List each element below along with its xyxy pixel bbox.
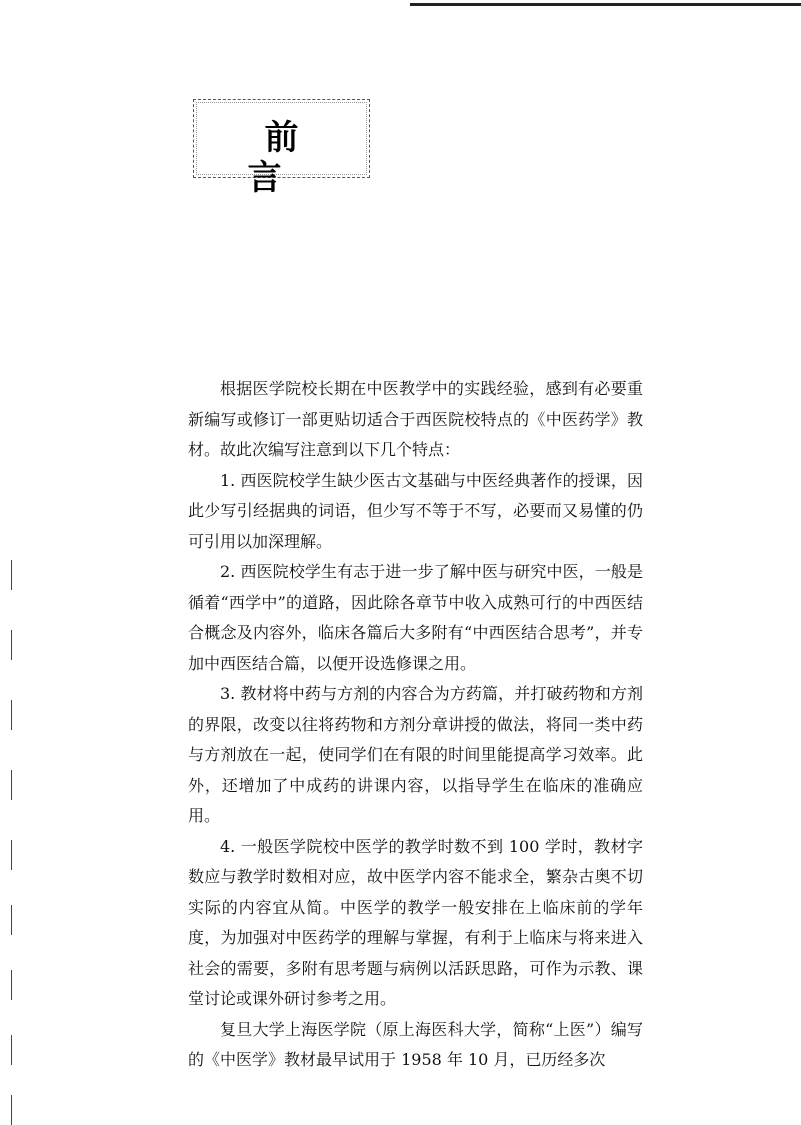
paragraph-history: 复旦大学上海医学院（原上海医科大学，简称“上医”）编写的《中医学》教材最早试用于 1958 年 10 月，已历经多次 — [188, 1019, 643, 1069]
paragraph-intro: 根据医学院校长期在中医教学中的实践经验，感到有必要重新编写或修订一部更贴切适合于西医院校特点的《中医药学》教材。故此次编写注意到以下几个特点： — [188, 379, 643, 459]
margin-tick — [11, 700, 12, 730]
paragraph-point-3: 3. 教材将中药与方剂的内容合为方药篇，并打破药物和方剂的界限，改变以往将药物和方剂分章讲授的做法，将同一类中药与方剂放在一起，使同学们在有限的时间里能提高学习效率。此外，还增加了中成药的讲课内容，以指导学生在临床的准确应用。 — [188, 684, 643, 825]
page-title: 前 言 — [247, 118, 333, 198]
margin-tick — [11, 970, 12, 1000]
margin-tick — [11, 1095, 12, 1125]
margin-tick — [11, 1035, 12, 1065]
paragraph-point-4: 4. 一般医学院校中医学的教学时数不到 100 学时，教材字数应与教学时数相对应，故中医学内容不能求全，繁杂古奥不切实际的内容宜从简。中医学的教学一般安排在上临床前的学年度，为加强对中医药学的理解与掌握，有利于上临床与将来进入社会的需要，多附有思考题与病例以活跃思路，可作为示教、课堂讨论或课外研讨参考之用。 — [188, 836, 643, 1008]
title-box — [193, 99, 370, 198]
paragraph-point-1: 1. 西医院校学生缺少医古文基础与中医经典著作的授课，因此少写引经据典的词语，但少写不等于不写，必要而又易懂的仍可引用以加深理解。 — [188, 470, 643, 551]
margin-tick — [11, 840, 12, 870]
margin-tick — [11, 630, 12, 660]
margin-tick — [11, 770, 12, 800]
top-rule — [410, 3, 801, 6]
margin-marks — [11, 560, 13, 1120]
paragraph-point-2: 2. 西医院校学生有志于进一步了解中医与研究中医，一般是循着“西学中”的道路，因此除各章节中收入成熟可行的中西医结合概念及内容外，临床各篇后大多附有“中西医结合思考”，并专加中西医结合篇，以便开设选修课之用。 — [188, 562, 643, 673]
body-text — [188, 374, 643, 1076]
margin-tick — [11, 905, 12, 935]
margin-tick — [11, 560, 12, 590]
